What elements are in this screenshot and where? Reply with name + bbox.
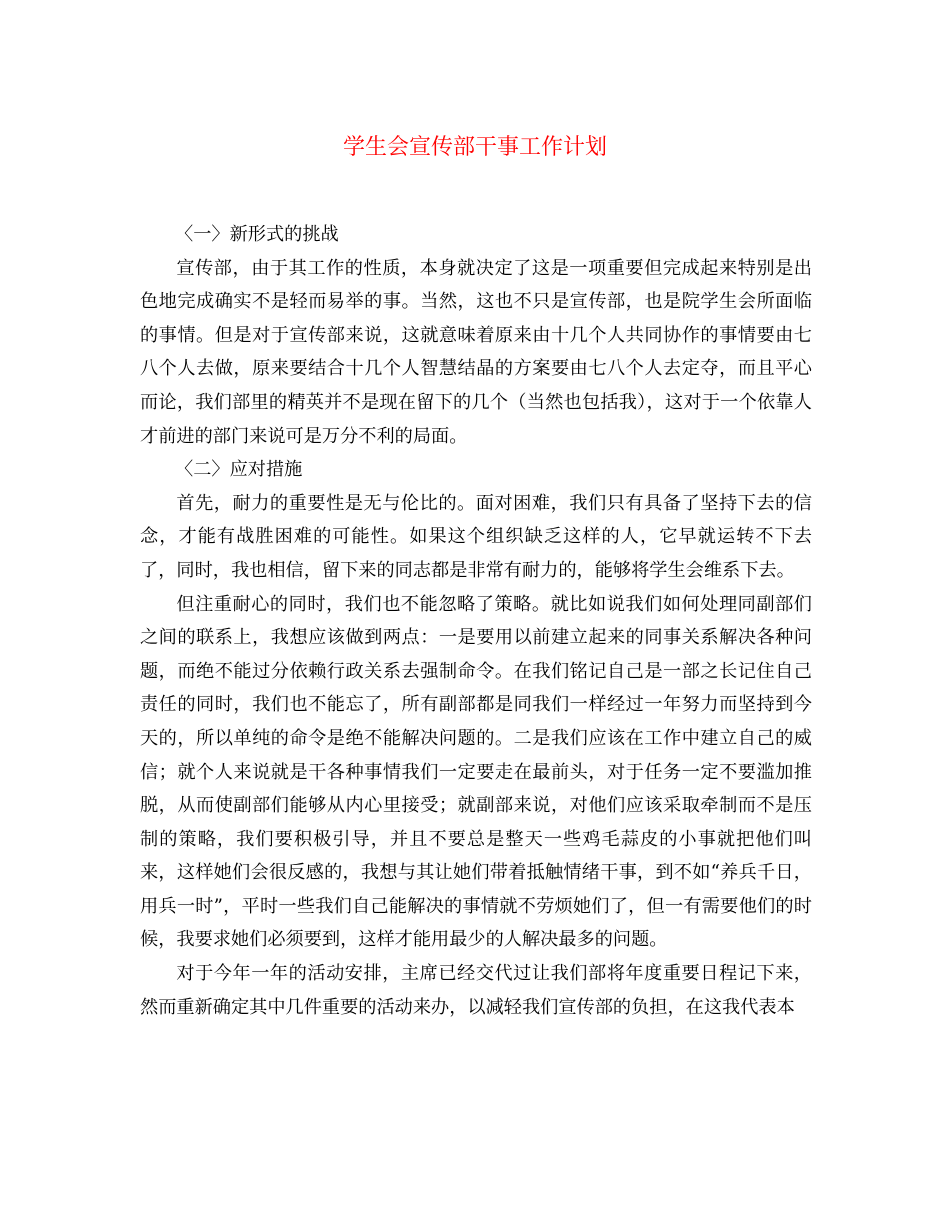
paragraph-1: 宣传部，由于其工作的性质，本身就决定了这是一项重要但完成起来特别是出色地完成确实不是轻而易举的事。当然，这也不只是宣传部，也是院学生会所面临的事情。但是对于宣传部来说，这就意味着原来由十几个人共同协作的事情要由七八个人去做，原来要结合十几个人智慧结晶的方案要由七八个人去定夺，而且平心而论，我们部里的精英并不是现在留下的几个（当然也包括我），这对于一个依靠人才前进的部门来说可是万分不利的局面。 (140, 257, 812, 447)
section-heading-1: 〈一〉新形式的挑战 (175, 224, 339, 245)
document-title: 学生会宣传部干事工作计划 (342, 135, 607, 160)
paragraph-3: 但注重耐心的同时，我们也不能忽略了策略。就比如说我们如何处理同副部们之间的联系上，我想应该做到两点：一是要用以前建立起来的同事关系解决各种问题，而绝不能过分依赖行政关系去强制命令。在我们铭记自己是一部之长记住自己责任的同时，我们也不能忘了，所有副部都是同我们一样经过一年努力而坚持到今天的，所以单纯的命令是绝不能解决问题的。二是我们应该在工作中建立自己的威信；就个人来说就是干各种事情我们一定要走在最前头，对于任务一定不要滥加推脱，从而使副部们能够从内心里接受；就副部来说，对他们应该采取牵制而不是压制的策略，我们要积极引导，并且不要总是整天一些鸡毛蒜皮的小事就把他们叫来，这样她们会很反感的，我想与其让她们带着抵触情绪干事，到不如“养兵千日，用兵一时”，平时一些我们自己能解决的事情就不劳烦她们了，但一有需要他们的时候，我要求她们必须要到，这样才能用最少的人解决最多的问题。 (140, 593, 812, 951)
paragraph-2: 首先，耐力的重要性是无与伦比的。面对困难，我们只有具备了坚持下去的信念，才能有战胜困难的可能性。如果这个组织缺乏这样的人，它早就运转不下去了，同时，我也相信，留下来的同志都是非常有耐力的，能够将学生会维系下去。 (140, 492, 812, 581)
paragraph-4: 对于今年一年的活动安排，主席已经交代过让我们部将年度重要日程记下来，然而重新确定其中几件重要的活动来办，以减轻我们宣传部的负担，在这我代表本 (140, 963, 812, 1018)
section-heading-2: 〈二〉应对措施 (175, 459, 303, 481)
document-body (140, 218, 812, 1024)
